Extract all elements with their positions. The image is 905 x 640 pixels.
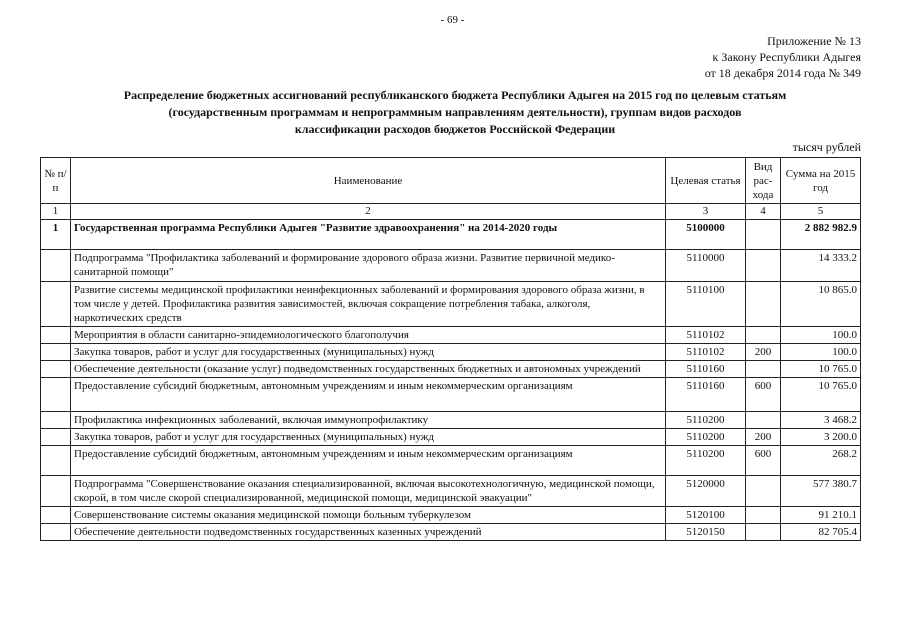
document-title: [90, 87, 820, 138]
row-sum: 3 200.0: [781, 429, 861, 446]
row-target: 5110102: [666, 327, 746, 344]
col-number: 5: [781, 204, 861, 220]
row-target: 5110160: [666, 361, 746, 378]
header-target: Целевая статья: [666, 158, 746, 204]
row-sum: 10 765.0: [781, 361, 861, 378]
table-row: [41, 220, 861, 250]
row-kind: [746, 327, 781, 344]
table-row: [41, 446, 861, 476]
header-num: № п/п: [41, 158, 71, 204]
row-target: 5110100: [666, 282, 746, 327]
row-num: [41, 507, 71, 524]
row-target: 5100000: [666, 220, 746, 250]
table-row: [41, 327, 861, 344]
col-number: 3: [666, 204, 746, 220]
row-num: 1: [41, 220, 71, 250]
row-target: 5110102: [666, 344, 746, 361]
row-sum: 2 882 982.9: [781, 220, 861, 250]
row-name: Государственная программа Республики Адыгея "Развитие здравоохранения" на 2014-2020 годы: [71, 220, 666, 250]
row-name: Предоставление субсидий бюджетным, автономным учреждениям и иным некоммерческим организациям: [71, 378, 666, 412]
row-target: 5110000: [666, 250, 746, 282]
table-row: [41, 507, 861, 524]
row-name: Мероприятия в области санитарно-эпидемиологического благополучия: [71, 327, 666, 344]
row-name: Предоставление субсидий бюджетным, автономным учреждениям и иным некоммерческим организациям: [71, 446, 666, 476]
row-num: [41, 446, 71, 476]
table-row: [41, 412, 861, 429]
budget-table: [40, 157, 861, 541]
table-row: [41, 378, 861, 412]
row-name: Развитие системы медицинской профилактики неинфекционных заболеваний и формирования здорового образа жизни, в том числе у детей. Профилактика развития зависимостей, включая сокращение потребления табака, алкоголя, наркотических средств: [71, 282, 666, 327]
row-sum: 3 468.2: [781, 412, 861, 429]
row-num: [41, 378, 71, 412]
row-num: [41, 327, 71, 344]
row-name: Подпрограмма "Совершенствование оказания специализированной, включая высокотехнологичную, медицинской помощи, скорой, в том числе скорой специализированной, медицинской помощи, медицинской эвакуации": [71, 476, 666, 507]
table-row: [41, 361, 861, 378]
row-target: 5110200: [666, 446, 746, 476]
row-target: 5110200: [666, 429, 746, 446]
row-target: 5120100: [666, 507, 746, 524]
title-line-1: Распределение бюджетных ассигнований республиканского бюджета Республики Адыгея на 2015 год по целевым статьям: [123, 88, 787, 102]
table-row: [41, 524, 861, 541]
row-target: 5120150: [666, 524, 746, 541]
row-num: [41, 412, 71, 429]
row-num: [41, 344, 71, 361]
row-kind: 600: [746, 378, 781, 412]
header-kind: Вид рас-хода: [746, 158, 781, 204]
row-kind: [746, 282, 781, 327]
row-sum: 100.0: [781, 327, 861, 344]
row-kind: 200: [746, 429, 781, 446]
row-num: [41, 429, 71, 446]
row-num: [41, 250, 71, 282]
row-name: Обеспечение деятельности (оказание услуг) подведомственных государственных бюджетных и автономных учреждений: [71, 361, 666, 378]
row-target: 5110200: [666, 412, 746, 429]
row-target: 5110160: [666, 378, 746, 412]
appendix-line-1: Приложение № 13: [767, 34, 861, 48]
row-sum: 577 380.7: [781, 476, 861, 507]
row-sum: 268.2: [781, 446, 861, 476]
row-name: Подпрограмма "Профилактика заболеваний и формирование здорового образа жизни. Развитие первичной медико-санитарной помощи": [71, 250, 666, 282]
appendix-line-3: от 18 декабря 2014 года № 349: [704, 66, 861, 80]
row-num: [41, 361, 71, 378]
header-name: Наименование: [71, 158, 666, 204]
row-kind: 200: [746, 344, 781, 361]
col-number: 4: [746, 204, 781, 220]
row-num: [41, 282, 71, 327]
row-kind: [746, 507, 781, 524]
row-sum: 91 210.1: [781, 507, 861, 524]
table-row: [41, 429, 861, 446]
row-name: Закупка товаров, работ и услуг для государственных (муниципальных) нужд: [71, 344, 666, 361]
row-sum: 82 705.4: [781, 524, 861, 541]
row-name: Закупка товаров, работ и услуг для государственных (муниципальных) нужд: [71, 429, 666, 446]
row-sum: 10 865.0: [781, 282, 861, 327]
row-sum: 14 333.2: [781, 250, 861, 282]
row-name: Профилактика инфекционных заболеваний, включая иммунопрофилактику: [71, 412, 666, 429]
row-name: Обеспечение деятельности подведомственных государственных казенных учреждений: [71, 524, 666, 541]
title-line-2: (государственным программам и непрограммным направлениям деятельности), группам видов расходов: [168, 105, 742, 119]
table-row: [41, 282, 861, 327]
col-number: 2: [71, 204, 666, 220]
row-target: 5120000: [666, 476, 746, 507]
column-number-row: [41, 204, 861, 220]
table-row: [41, 250, 861, 282]
table-row: [41, 344, 861, 361]
row-kind: [746, 361, 781, 378]
col-number: 1: [41, 204, 71, 220]
row-num: [41, 524, 71, 541]
row-sum: 100.0: [781, 344, 861, 361]
row-kind: 600: [746, 446, 781, 476]
title-line-3: классификации расходов бюджетов Российской Федерации: [294, 122, 616, 136]
page-number: - 69 -: [440, 14, 465, 26]
table-header-row: [41, 158, 861, 204]
appendix-line-2: к Закону Республики Адыгея: [712, 50, 861, 64]
units-label: тысяч рублей: [792, 140, 861, 154]
appendix-note: [705, 33, 861, 81]
row-sum: 10 765.0: [781, 378, 861, 412]
row-kind: [746, 524, 781, 541]
row-kind: [746, 412, 781, 429]
row-kind: [746, 220, 781, 250]
header-sum: Сумма на 2015 год: [781, 158, 861, 204]
row-kind: [746, 476, 781, 507]
table-row: [41, 476, 861, 507]
row-name: Совершенствование системы оказания медицинской помощи больным туберкулезом: [71, 507, 666, 524]
row-num: [41, 476, 71, 507]
row-kind: [746, 250, 781, 282]
